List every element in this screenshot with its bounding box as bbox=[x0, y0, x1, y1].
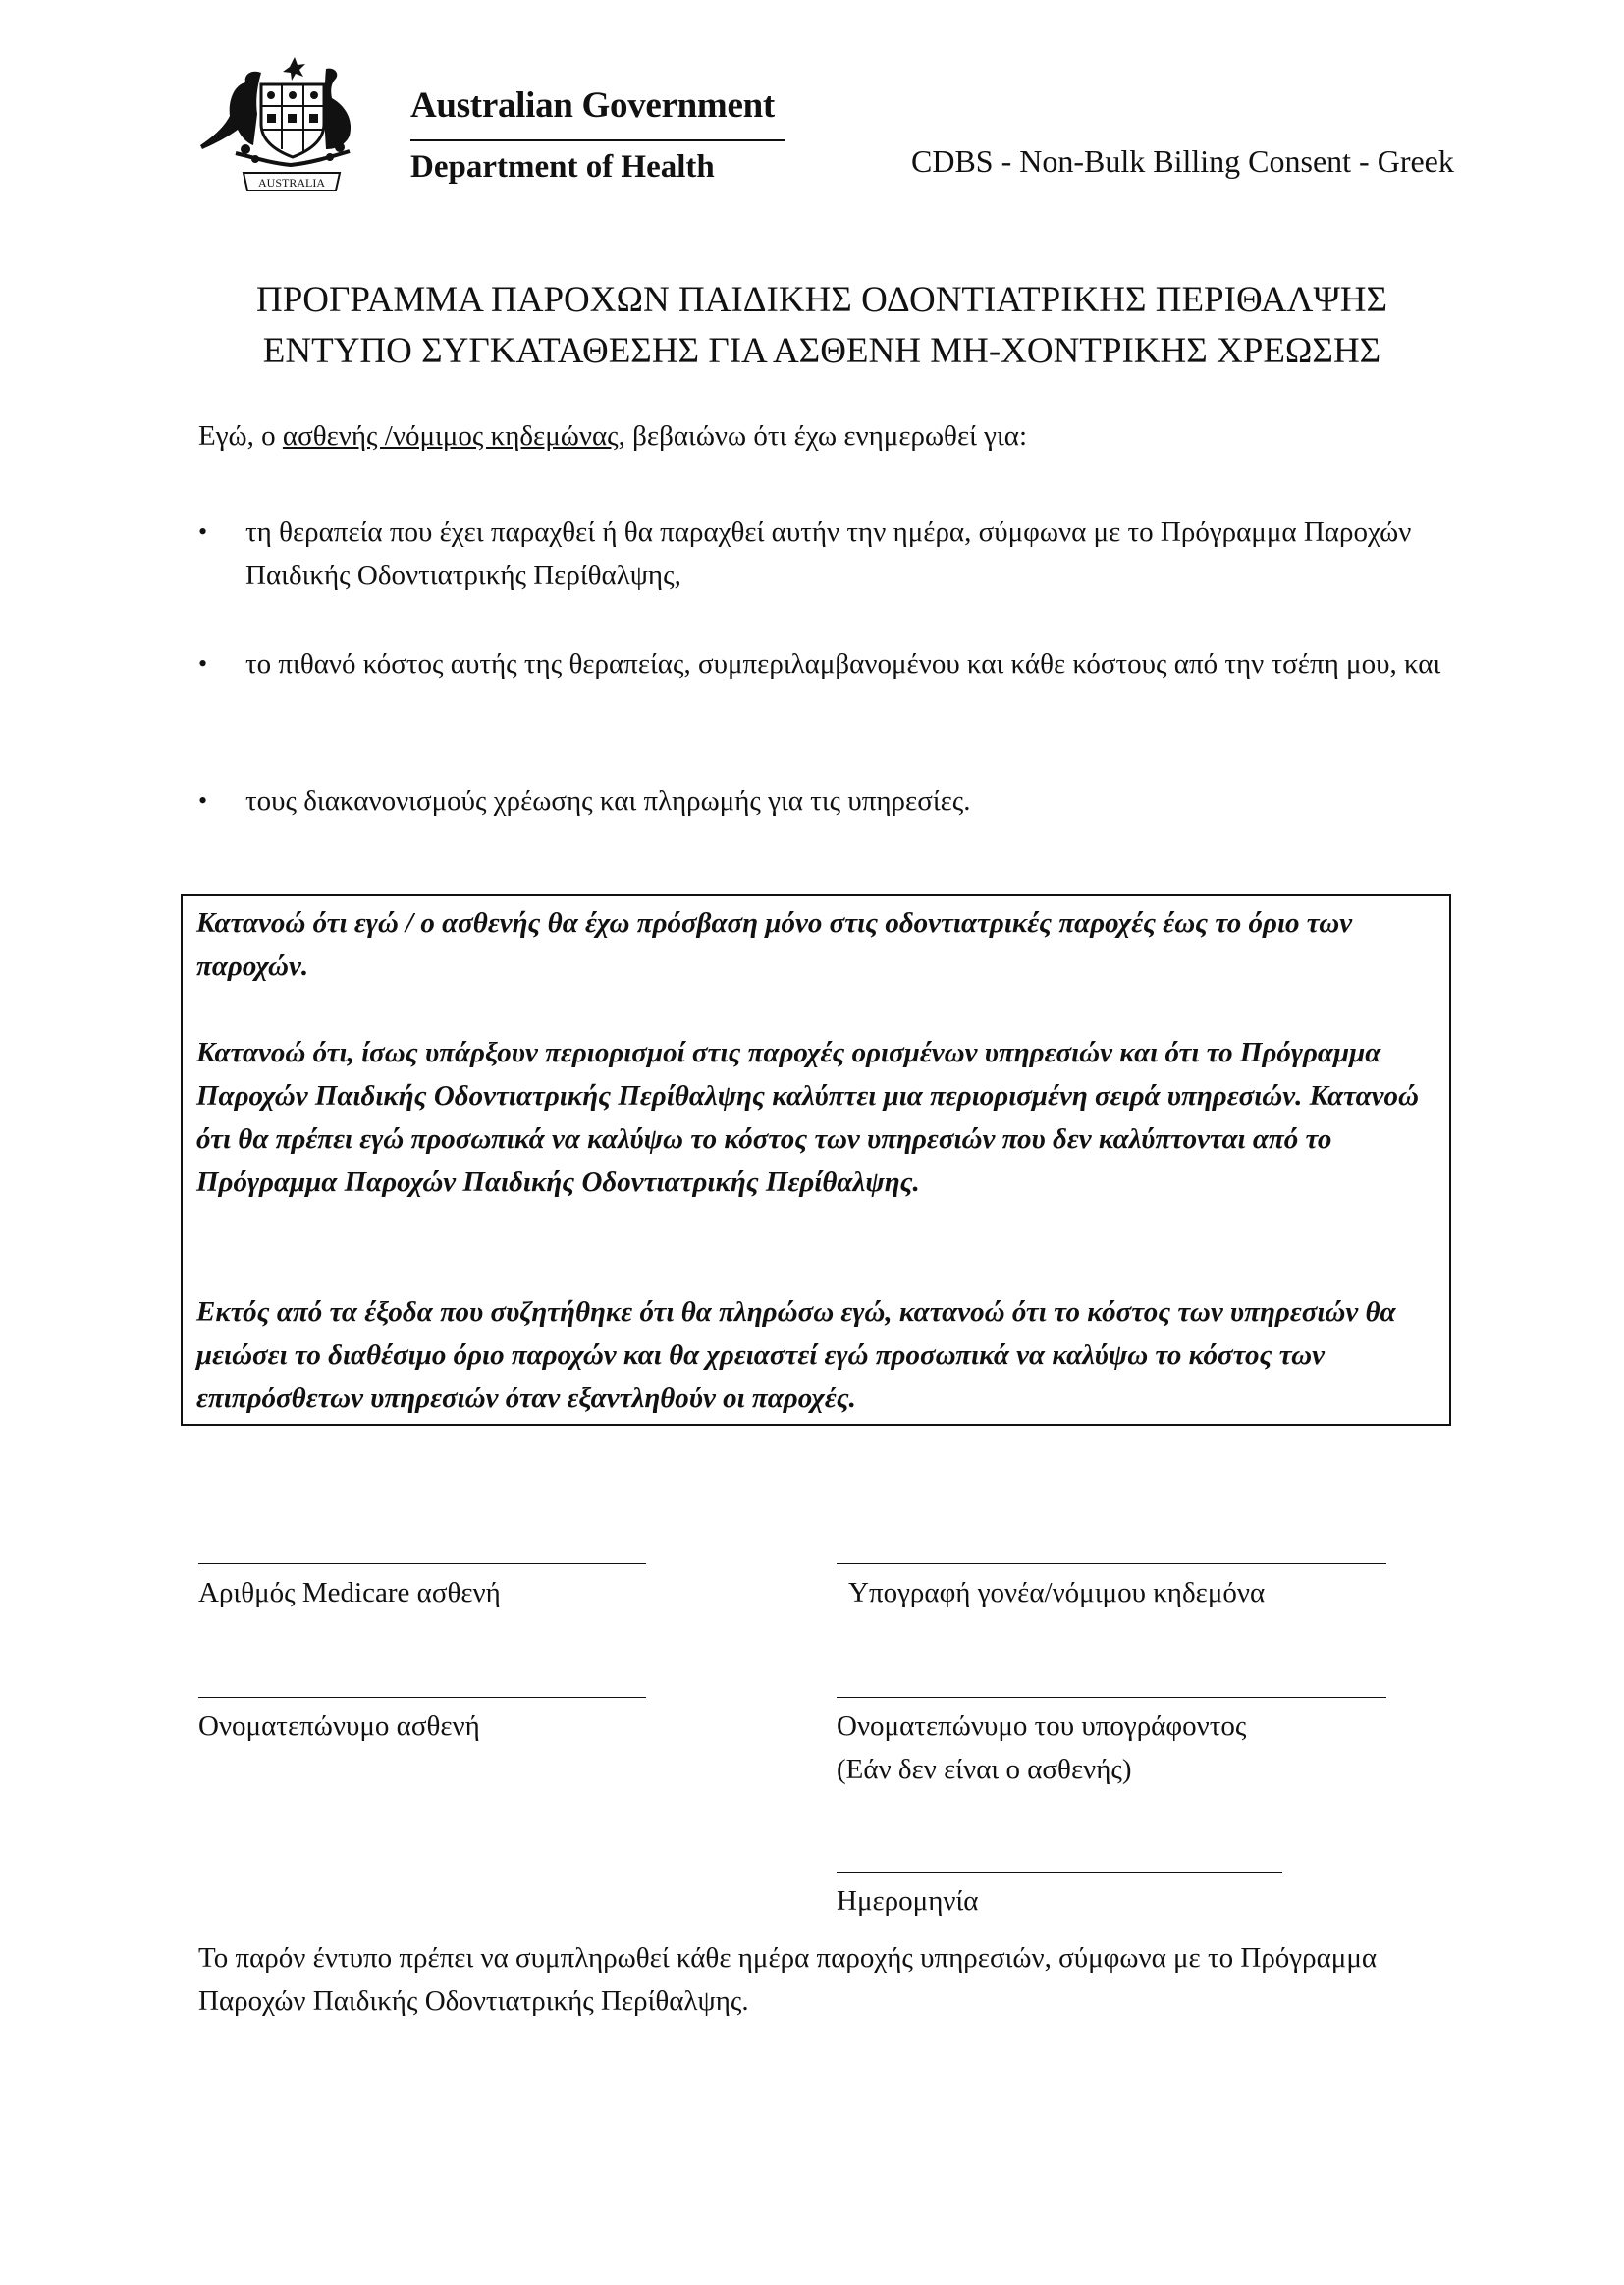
crest-ribbon-text: AUSTRALIA bbox=[258, 176, 325, 190]
emu-icon bbox=[324, 69, 351, 149]
signatory-name-line[interactable] bbox=[837, 1697, 1386, 1698]
guardian-signature-label: Υπογραφή γονέα/νόμιμου κηδεμόνα bbox=[848, 1577, 1266, 1608]
footer-note: Το παρόν έντυπο πρέπει να συμπληρωθεί κάθε ημέρα παροχής υπηρεσιών, σύμφωνα με το Πρόγραμμα Παροχών Παιδικής Οδοντιατρικής Περίθαλψης. bbox=[198, 1942, 1378, 2017]
list-item-text: τους διακανονισμούς χρέωσης και πληρωμής για τις υπηρεσίες. bbox=[245, 786, 971, 817]
patient-name-label: Ονοματεπώνυμο ασθενή bbox=[198, 1711, 480, 1742]
form-title-line-1: ΠΡΟΓΡΑΜΜΑ ΠΑΡΟΧΩΝ ΠΑΙΔΙΚΗΣ ΟΔΟΝΤΙΑΤΡΙΚΗΣ ΠΕΡΙΘΑΛΨΗΣ bbox=[255, 280, 1388, 320]
list-item-text: τη θεραπεία που έχει παραχθεί ή θα παραχθεί αυτήν την ημέρα, σύμφωνα με το Πρόγραμμα Παροχών Παιδικής Οδοντιατρικής Περίθαλψης, bbox=[245, 517, 1412, 591]
department-name: Department of Health bbox=[410, 149, 715, 185]
intro-underlined-role: ασθενής /νόμιμος κηδεμώνας, bbox=[282, 420, 625, 452]
patient-name-line[interactable] bbox=[198, 1697, 646, 1698]
header-divider bbox=[410, 139, 785, 141]
list-item-text: το πιθανό κόστος αυτής της θεραπείας, συμπεριλαμβανομένου και κάθε κόστους από την τσέπη μου, και bbox=[245, 648, 1441, 680]
date-label: Ημερομηνία bbox=[837, 1885, 979, 1917]
signatory-name-label: Ονοματεπώνυμο του υπογράφοντος bbox=[837, 1711, 1247, 1742]
document-code: CDBS - Non-Bulk Billing Consent - Greek bbox=[911, 143, 1454, 179]
medicare-number-line[interactable] bbox=[198, 1563, 646, 1564]
acknowledgement-box bbox=[181, 894, 1451, 1426]
intro-suffix: βεβαιώνω ότι έχω ενημερωθεί για: bbox=[624, 420, 1028, 452]
commonwealth-star-icon bbox=[283, 57, 305, 81]
acknowledgement-paragraph: Εκτός από τα έξοδα που συζητήθηκε ότι θα πληρώσω εγώ, κατανοώ ότι το κόστος των υπηρεσιών θα μειώσει το διαθέσιμο όριο παροχών και θα χρειαστεί εγώ προσωπικά να καλύψω το κόστος των επιπρόσθετων υπηρεσιών όταν εξαντληθούν οι παροχές. bbox=[196, 1296, 1396, 1414]
bullet-icon: • bbox=[198, 787, 208, 815]
government-name: Australian Government bbox=[410, 85, 775, 126]
date-line[interactable] bbox=[837, 1872, 1282, 1873]
coat-of-arms-logo bbox=[192, 55, 373, 196]
signatory-note: (Εάν δεν είναι ο ασθενής) bbox=[837, 1754, 1132, 1785]
bullet-icon: • bbox=[198, 649, 208, 678]
medicare-number-label: Αριθμός Medicare ασθενή bbox=[198, 1577, 501, 1608]
acknowledgement-paragraph: Κατανοώ ότι εγώ / ο ασθενής θα έχω πρόσβαση μόνο στις οδοντιατρικές παροχές έως το όριο των παροχών. bbox=[196, 907, 1353, 982]
bullet-icon: • bbox=[198, 517, 208, 546]
intro-statement bbox=[198, 420, 1027, 453]
intro-prefix: Εγώ, ο bbox=[198, 420, 283, 452]
acknowledgement-paragraph: Κατανοώ ότι, ίσως υπάρξουν περιορισμοί στις παροχές ορισμένων υπηρεσιών και ότι το Πρόγραμμα Παροχών Παιδικής Οδοντιατρικής Περίθαλψης καλύπτει μια περιορισμένη σειρά υπηρεσιών. Κατανοώ ότι θα πρέπει εγώ προσωπικά να καλύψω το κόστος των υπηρεσιών που δεν καλύπτονται από το Πρόγραμμα Παροχών Παιδικής Οδοντιατρικής Περίθαλψης. bbox=[196, 1037, 1419, 1198]
kangaroo-icon bbox=[200, 72, 261, 149]
guardian-signature-line[interactable] bbox=[837, 1563, 1386, 1564]
form-title-line-2: ΕΝΤΥΠΟ ΣΥΓΚΑΤΑΘΕΣΗΣ ΓΙΑ ΑΣΘΕΝΗ ΜΗ-ΧΟΝΤΡΙΚΗΣ ΧΡΕΩΣΗΣ bbox=[262, 331, 1381, 371]
